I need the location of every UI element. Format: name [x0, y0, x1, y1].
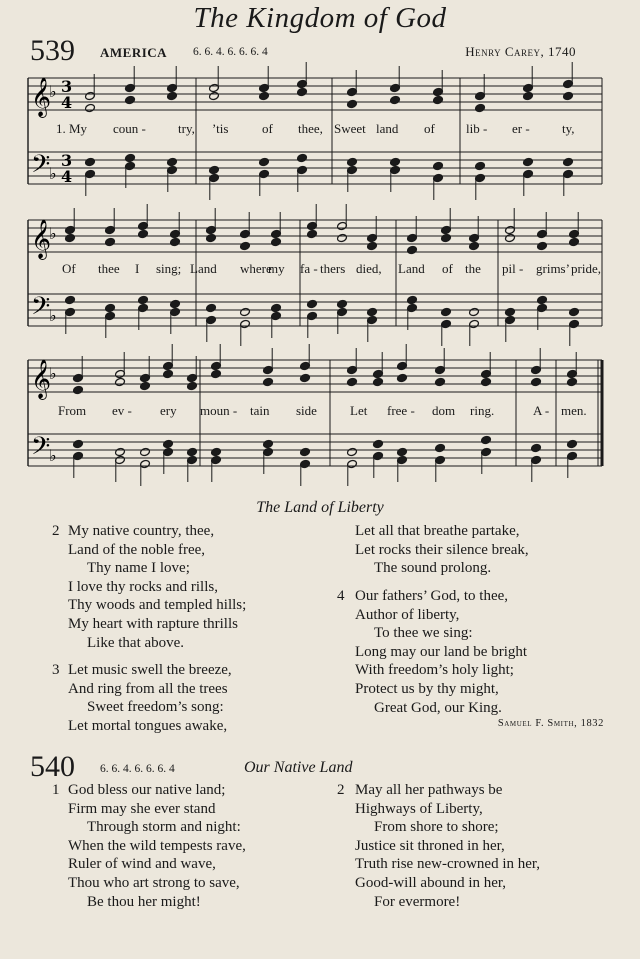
treble-clef-icon: 𝄞	[31, 359, 52, 399]
verse-line: My heart with rapture thrills	[68, 615, 238, 632]
treble-clef-icon: 𝄞	[31, 77, 52, 117]
hymn-540-verse-2	[355, 781, 540, 911]
lyric-syllable: my	[268, 261, 285, 276]
note-head	[307, 299, 318, 308]
music-system-1	[0, 70, 640, 210]
treble-clef-icon: 𝄞	[31, 219, 52, 259]
lyric-syllable: land	[376, 121, 399, 136]
note-head	[85, 103, 96, 112]
note-head	[115, 447, 126, 456]
lyric-syllable: lib -	[466, 121, 488, 136]
verse-line: Our fathers’ God, to thee,	[355, 588, 509, 604]
lyric-syllable: pride,	[571, 261, 601, 276]
note-head	[569, 307, 580, 316]
lyric-syllable: ery	[160, 403, 177, 418]
verse-line: God bless our native land;	[68, 782, 226, 798]
note-head	[505, 307, 516, 316]
time-signature: 4	[61, 93, 73, 112]
note-head	[531, 377, 542, 386]
note-head	[407, 245, 418, 254]
note-head	[105, 303, 116, 312]
verse-line: Truth rise new-crowned in her,	[355, 856, 541, 873]
verse-line: Let mortal tongues awake,	[68, 717, 228, 734]
verse-2	[68, 522, 246, 652]
hymn-540-verse-1	[68, 781, 246, 911]
bass-clef-icon: 𝄢	[31, 432, 51, 467]
note-head	[435, 377, 446, 386]
note-head	[140, 381, 151, 390]
note-head	[337, 233, 348, 242]
lyrics-system-1	[0, 121, 640, 139]
verse-line: When the wild tempests rave,	[68, 837, 246, 854]
note-head	[523, 157, 534, 166]
note-head	[297, 153, 308, 162]
verse-line: Land of the noble free,	[68, 541, 206, 558]
note-head	[475, 161, 486, 170]
lyric-syllable: of	[442, 261, 453, 276]
note-head	[300, 373, 311, 382]
flat-icon: ♭	[49, 82, 57, 101]
hymn-540-verse-number-2: 2	[337, 782, 345, 798]
author-credit: Samuel F. Smith, 1832	[497, 718, 604, 729]
note-head	[297, 87, 308, 96]
note-head	[390, 157, 401, 166]
note-head	[138, 229, 149, 238]
lyric-syllable: fa -	[300, 261, 318, 276]
music-system-3	[0, 352, 640, 492]
lyric-syllable: pil -	[502, 261, 524, 276]
lyric-syllable: thers	[320, 261, 346, 276]
note-head	[271, 237, 282, 246]
note-head	[65, 233, 76, 242]
note-head	[240, 307, 251, 316]
note-head	[300, 447, 311, 456]
note-head	[263, 377, 274, 386]
note-head	[563, 157, 574, 166]
note-head	[390, 95, 401, 104]
note-head	[125, 153, 136, 162]
note-head	[259, 157, 270, 166]
note-head	[73, 385, 84, 394]
note-head	[337, 299, 348, 308]
flat-icon: ♭	[49, 164, 57, 183]
verse-3	[68, 661, 232, 735]
bass-clef-icon: 𝄢	[31, 150, 51, 185]
lyric-syllable: Land	[190, 261, 217, 276]
time-signature: 4	[61, 167, 73, 186]
lyric-syllable: tain	[250, 403, 270, 418]
note-head	[505, 233, 516, 242]
note-head	[263, 439, 274, 448]
verse-line: May all her pathways be	[355, 782, 503, 798]
note-head	[167, 157, 178, 166]
lyric-syllable: of	[262, 121, 273, 136]
note-head	[307, 229, 318, 238]
note-head	[209, 91, 220, 100]
lyric-syllable: I	[135, 261, 140, 276]
note-head	[211, 369, 222, 378]
verse-line: Firm may she ever stand	[68, 800, 216, 817]
note-head	[481, 435, 492, 444]
note-head	[187, 447, 198, 456]
note-head	[567, 439, 578, 448]
note-head	[170, 299, 181, 308]
lyric-syllable: coun -	[113, 121, 146, 136]
note-head	[347, 377, 358, 386]
note-head	[563, 91, 574, 100]
verse-line: I love thy rocks and rills,	[68, 578, 218, 595]
note-head	[85, 157, 96, 166]
lyric-syllable: 1. My	[56, 121, 88, 136]
note-head	[115, 377, 126, 386]
lyric-syllable: where	[240, 261, 272, 276]
lyric-syllable: Of	[62, 261, 76, 276]
note-head	[240, 241, 251, 250]
lyric-syllable: free -	[387, 403, 415, 418]
hymn-540-title: Our Native Land	[244, 759, 353, 776]
lyric-syllable: try,	[178, 121, 195, 136]
note-head	[271, 303, 282, 312]
page-title: The Kingdom of God	[193, 2, 447, 34]
lyric-syllable: ring.	[470, 403, 495, 418]
lyrics-system-3	[0, 403, 640, 421]
verse-line: For evermore!	[374, 893, 461, 910]
verse-line: Author of liberty,	[355, 606, 460, 623]
note-head	[187, 381, 198, 390]
hymn-meter-539: 6. 6. 4. 6. 6. 6. 4	[193, 46, 268, 58]
verse-line: Let music swell the breeze,	[68, 662, 232, 678]
lyric-syllable: ty,	[562, 121, 575, 136]
lyric-syllable: ev -	[112, 403, 132, 418]
note-head	[259, 91, 270, 100]
staff-lines	[28, 294, 602, 326]
verse-line: Highways of Liberty,	[355, 800, 483, 817]
lyric-syllable: Land	[398, 261, 425, 276]
note-head	[105, 237, 116, 246]
note-head	[373, 377, 384, 386]
note-head	[441, 307, 452, 316]
note-head	[567, 377, 578, 386]
note-head	[407, 295, 418, 304]
verse-line: Sweet freedom’s song:	[87, 699, 224, 716]
verse-3-continued	[355, 522, 529, 578]
verse-line: To thee we sing:	[374, 625, 473, 642]
verse-line: Be thou her might!	[87, 893, 201, 910]
lyric-syllable: of	[424, 121, 435, 136]
lyric-syllable: er -	[512, 121, 530, 136]
verse-line: With freedom’s holy light;	[355, 662, 514, 679]
note-head	[209, 165, 220, 174]
note-head	[206, 303, 217, 312]
verse-line: Let rocks their silence break,	[355, 541, 529, 558]
verse-line: Good-will abound in her,	[355, 874, 507, 891]
verse-line: Thy name I love;	[87, 560, 190, 577]
lyric-syllable: grims’	[536, 261, 570, 276]
composer: Henry Carey, 1740	[465, 44, 576, 59]
verse-number-4: 4	[337, 588, 345, 604]
verse-line: Ruler of wind and wave,	[68, 856, 216, 873]
note-head	[523, 91, 534, 100]
note-head	[475, 103, 486, 112]
verse-number-3: 3	[52, 662, 60, 678]
verse-line: Through storm and night:	[87, 819, 241, 836]
note-head	[347, 99, 358, 108]
note-head	[170, 237, 181, 246]
verse-line: Let all that breathe partake,	[355, 523, 520, 539]
note-head	[163, 369, 174, 378]
verse-line: Thy woods and templed hills;	[68, 597, 247, 614]
hymn-meter-540: 6. 6. 4. 6. 6. 6. 4	[100, 763, 175, 775]
verse-line: Great God, our King.	[374, 699, 502, 716]
note-head	[138, 295, 149, 304]
note-head	[569, 237, 580, 246]
note-head	[73, 439, 84, 448]
hymn-number-539: 539	[30, 34, 75, 67]
verse-line: Justice sit throned in her,	[355, 837, 505, 854]
tune-name: AMERICA	[100, 45, 168, 60]
lyric-syllable: From	[58, 403, 87, 418]
bass-clef-icon: 𝄢	[31, 292, 51, 327]
note-head	[347, 447, 358, 456]
note-head	[367, 307, 378, 316]
verse-line: From shore to shore;	[374, 819, 499, 836]
note-head	[125, 95, 136, 104]
note-head	[397, 373, 408, 382]
verse-line: And ring from all the trees	[68, 680, 228, 697]
note-head	[206, 233, 217, 242]
note-head	[211, 447, 222, 456]
note-head	[537, 241, 548, 250]
lyric-syllable: thee	[98, 261, 120, 276]
hymn-subtitle: The Land of Liberty	[256, 499, 384, 516]
note-head	[65, 295, 76, 304]
lyrics-system-2	[0, 261, 640, 279]
note-head	[367, 241, 378, 250]
verse-line: Long may our land be bright	[355, 643, 528, 660]
staff-lines	[28, 152, 602, 184]
lyric-syllable: side	[296, 403, 317, 418]
lyric-syllable: died,	[356, 261, 382, 276]
note-head	[435, 443, 446, 452]
note-head	[397, 447, 408, 456]
lyric-syllable: men.	[561, 403, 587, 418]
note-head	[441, 233, 452, 242]
lyric-syllable: Sweet	[334, 121, 366, 136]
note-head	[347, 157, 358, 166]
note-head	[140, 447, 151, 456]
note-head	[167, 91, 178, 100]
note-head	[433, 95, 444, 104]
note-head	[433, 161, 444, 170]
lyric-syllable: the	[465, 261, 481, 276]
verse-4	[355, 587, 527, 717]
verse-line: Protect us by thy might,	[355, 680, 499, 697]
time-signature: 3	[61, 77, 73, 96]
verse-line: Thou who art strong to save,	[68, 874, 240, 891]
verse-number-2: 2	[52, 523, 60, 539]
lyric-syllable: Let	[350, 403, 368, 418]
hymn-number-540: 540	[30, 750, 75, 783]
note-head	[469, 307, 480, 316]
note-head	[481, 377, 492, 386]
staff-lines	[28, 78, 602, 110]
verse-line: Like that above.	[87, 634, 185, 651]
flat-icon: ♭	[49, 446, 57, 465]
lyric-syllable: moun -	[200, 403, 238, 418]
verse-line: The sound prolong.	[374, 560, 492, 577]
lyric-syllable: A -	[533, 403, 550, 418]
verse-line: My native country, thee,	[68, 523, 215, 539]
time-signature: 3	[61, 151, 73, 170]
note-head	[537, 295, 548, 304]
music-system-2	[0, 212, 640, 352]
flat-icon: ♭	[49, 364, 57, 383]
note-head	[531, 443, 542, 452]
lyric-syllable: dom	[432, 403, 456, 418]
note-head	[163, 439, 174, 448]
lyric-syllable: thee,	[298, 121, 323, 136]
lyric-syllable: ’tis	[212, 121, 229, 136]
hymn-540-verse-number-1: 1	[52, 782, 60, 798]
lyric-syllable: sing;	[156, 261, 182, 276]
note-head	[373, 439, 384, 448]
flat-icon: ♭	[49, 306, 57, 325]
flat-icon: ♭	[49, 224, 57, 243]
note-head	[469, 241, 480, 250]
